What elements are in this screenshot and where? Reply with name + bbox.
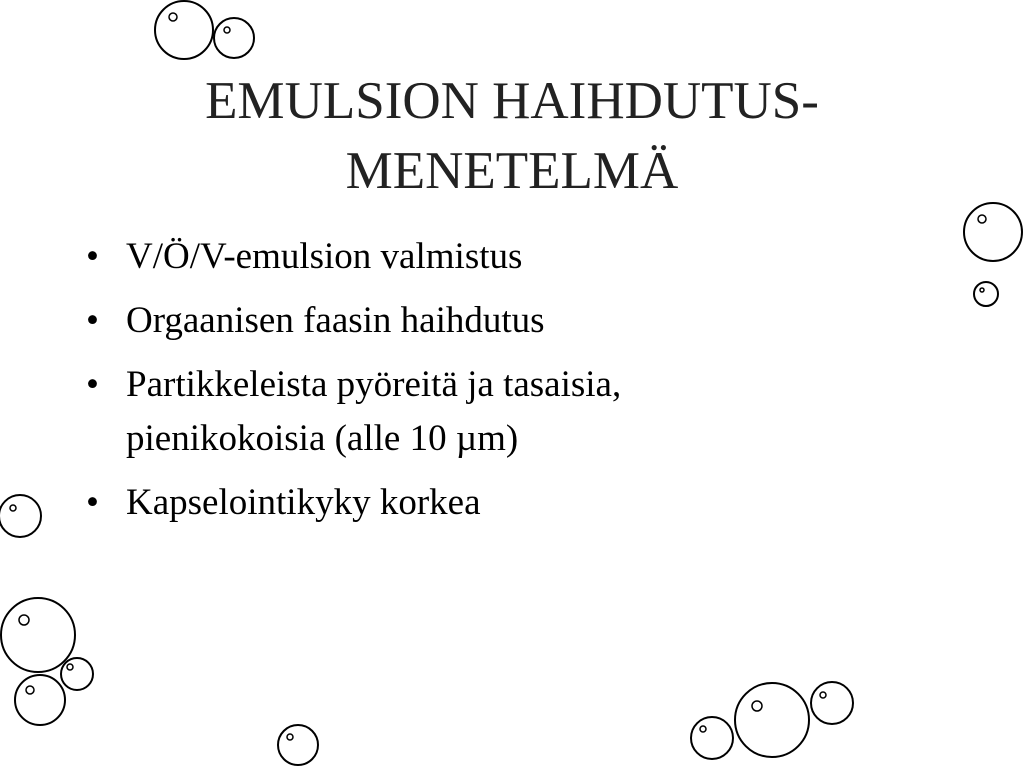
- bullet-icon: •: [86, 236, 99, 277]
- bubble-icon: [0, 495, 41, 537]
- slide-title-line-1: EMULSION HAIHDUTUS-: [205, 72, 819, 130]
- bullet-item: [86, 294, 906, 348]
- bubble-icon: [735, 683, 809, 757]
- bullet-item: [86, 476, 906, 530]
- bullet-text-line: V/Ö/V-emulsion valmistus: [126, 236, 523, 277]
- bubble-icon: [964, 203, 1022, 261]
- bullet-text: [126, 358, 906, 466]
- bubble-icon: [61, 658, 93, 690]
- bullet-text-line: pienikokoisia (alle 10 µm): [126, 418, 519, 459]
- bubble-icon: [214, 18, 254, 58]
- bullet-text: [126, 476, 906, 530]
- bubble-icon: [974, 282, 998, 306]
- bullet-text-line: Kapselointikyky korkea: [126, 482, 481, 523]
- bullet-list: [86, 230, 906, 540]
- bullet-icon: •: [86, 364, 99, 405]
- bullet-item: [86, 230, 906, 284]
- bullet-text: [126, 294, 906, 348]
- slide-title-line-2: MENETELMÄ: [345, 142, 679, 200]
- bubble-icon: [155, 1, 213, 59]
- bubble-icon: [811, 682, 853, 724]
- bullet-text: [126, 230, 906, 284]
- bullet-icon: •: [86, 300, 99, 341]
- bubble-icon: [278, 725, 318, 765]
- bullet-icon: •: [86, 482, 99, 523]
- bubble-icon: [1, 598, 75, 672]
- slide-title: [100, 66, 924, 206]
- bullet-item: [86, 358, 906, 466]
- bullet-text-line: Partikkeleista pyöreitä ja tasaisia,: [126, 364, 622, 405]
- bullet-text-line: Orgaanisen faasin haihdutus: [126, 300, 545, 341]
- bubble-icon: [691, 717, 733, 759]
- bubble-icon: [15, 675, 65, 725]
